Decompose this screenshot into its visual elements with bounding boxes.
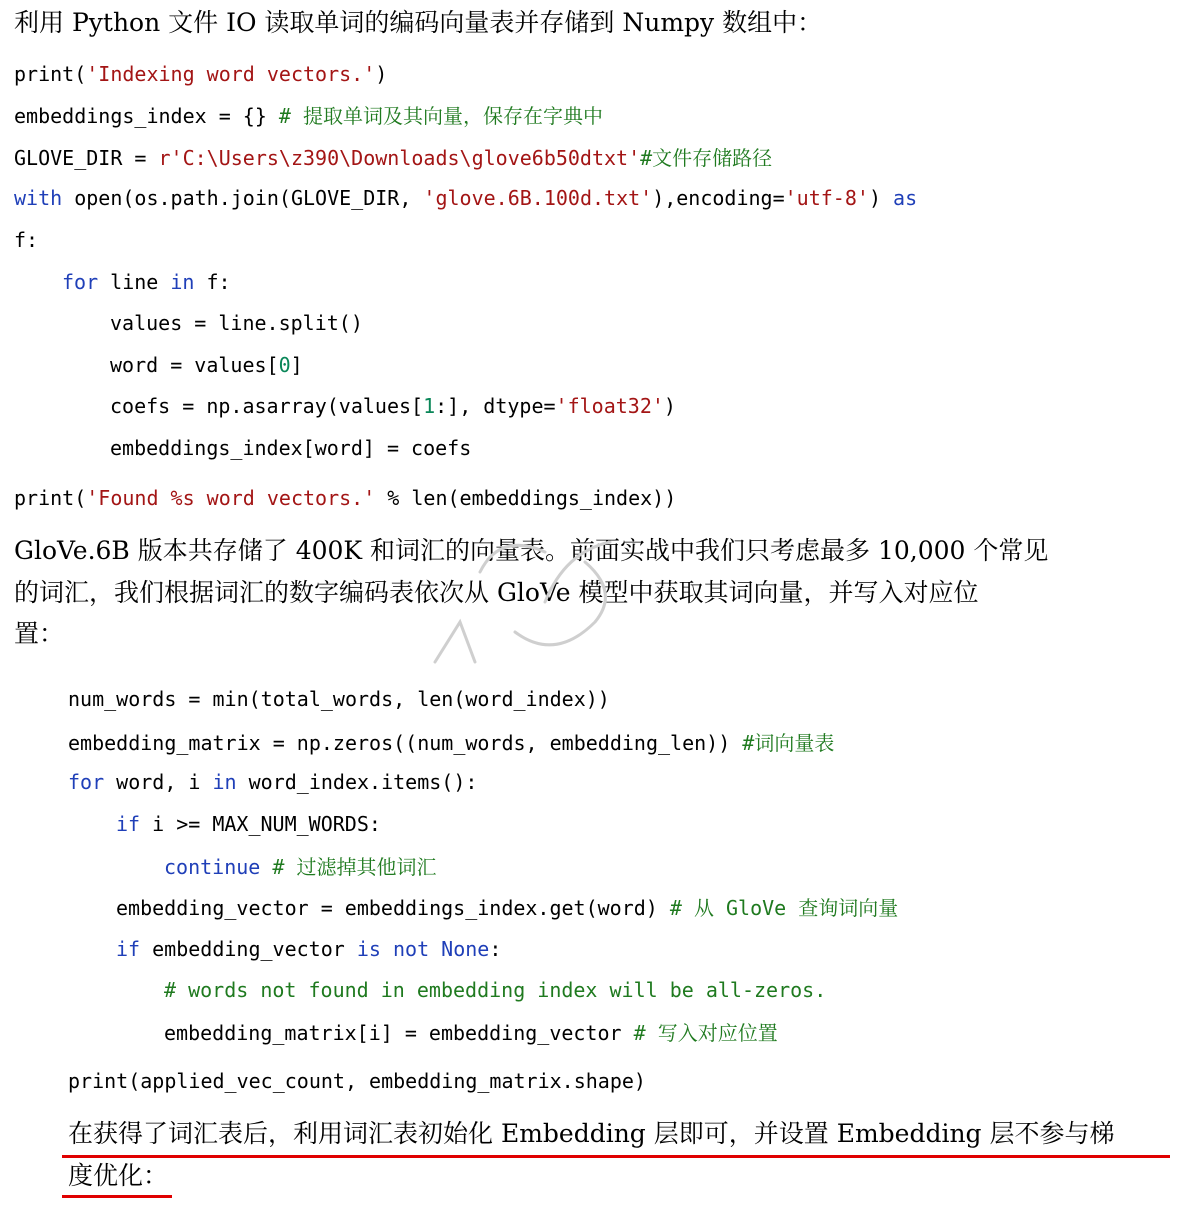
code-line: coefs = np.asarray(values[1:], dtype='float32')	[110, 394, 676, 418]
code-line: print('Indexing word vectors.')	[14, 62, 388, 86]
red-underline	[62, 1155, 1170, 1158]
intro-text: 利用 Python 文件 IO 读取单词的编码向量表并存储到 Numpy 数组中：	[14, 8, 823, 37]
code-line: embedding_vector = embeddings_index.get(word) # 从 GloVe 查询词向量	[116, 896, 899, 920]
code-line: if embedding_vector is not None:	[116, 937, 502, 961]
code-line: embeddings_index = {} # 提取单词及其向量，保存在字典中	[14, 104, 603, 128]
code-line: for line in f:	[62, 270, 231, 294]
code-line: embedding_matrix = np.zeros((num_words, embedding_len)) #词向量表	[68, 731, 835, 755]
code-line: if i >= MAX_NUM_WORDS:	[116, 812, 381, 836]
code-comment: # words not found in embedding index will be all-zeros.	[164, 978, 827, 1002]
code-line: continue # 过滤掉其他词汇	[164, 855, 437, 879]
code-line: with open(os.path.join(GLOVE_DIR, 'glove.6B.100d.txt'),encoding='utf-8') as	[14, 186, 918, 210]
code-line: GLOVE_DIR = r'C:\Users\z390\Downloads\glove6b50dtxt'#文件存储路径	[14, 146, 773, 170]
code-line: embeddings_index[word] = coefs	[110, 436, 472, 460]
code-line: values = line.split()	[110, 311, 363, 335]
code-line: f:	[14, 228, 39, 252]
code-line: print('Found %s word vectors.' % len(embeddings_index))	[14, 486, 677, 510]
red-underline	[62, 1195, 172, 1198]
code-line: print(applied_vec_count, embedding_matrix.shape)	[68, 1069, 646, 1093]
paragraph-text: GloVe.6B 版本共存储了 400K 和词汇的向量表。前面实战中我们只考虑最多 10,000 个常见	[14, 536, 1049, 565]
code-line: embedding_matrix[i] = embedding_vector # 写入对应位置	[164, 1021, 778, 1045]
code-line: word = values[0]	[110, 353, 303, 377]
highlighted-paragraph: 度优化：	[68, 1161, 169, 1190]
code-line: num_words = min(total_words, len(word_index))	[68, 687, 610, 711]
highlighted-paragraph: 在获得了词汇表后，利用词汇表初始化 Embedding 层即可，并设置 Embedding 层不参与梯	[68, 1119, 1115, 1148]
paragraph-text: 置：	[14, 619, 65, 648]
code-line: for word, i in word_index.items():	[68, 770, 478, 794]
paragraph-text: 的词汇，我们根据词汇的数字编码表依次从 GloVe 模型中获取其词向量，并写入对应位	[14, 578, 979, 607]
